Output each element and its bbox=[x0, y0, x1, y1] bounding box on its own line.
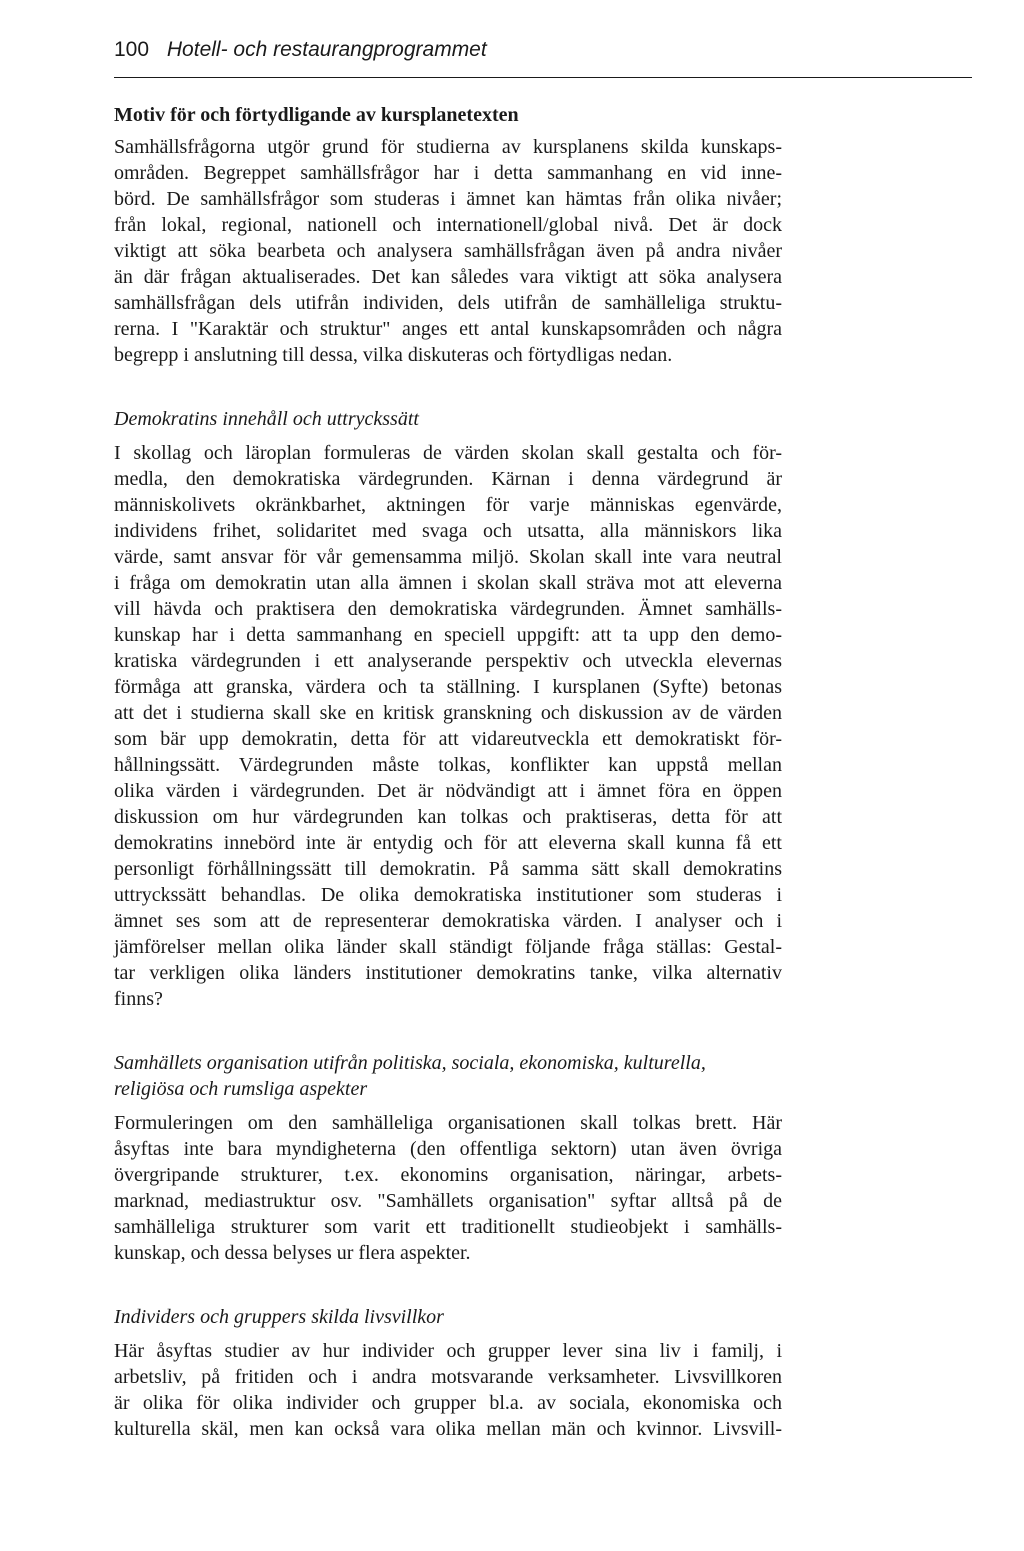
paragraph bbox=[114, 134, 782, 368]
text-line: rerna. I "Karaktär och struktur" anges ett antal kunskapsområden och några bbox=[114, 318, 782, 340]
text-line: från lokal, regional, nationell och internationell/global nivå. Det är dock bbox=[114, 214, 782, 236]
text-line: arbetsliv, på fritiden och i andra motsvarande verksamheter. Livsvillkoren bbox=[114, 1366, 782, 1388]
text-line: demokratins innebörd inte är entydig och för att eleverna skall kunna få ett bbox=[114, 832, 782, 854]
text-line: samhällsfrågan dels utifrån individen, dels utifrån de samhälleliga struktu- bbox=[114, 292, 782, 314]
text-line: att det i studierna skall ske en kritisk granskning och diskussion av de värden bbox=[114, 702, 782, 724]
text-line: kratiska värdegrunden i ett analyserande perspektiv och utveckla elevernas bbox=[114, 650, 782, 672]
text-line: människolivets okränkbarhet, aktningen för varje människas egenvärde, bbox=[114, 494, 782, 516]
text-line: områden. Begreppet samhällsfrågor har i detta sammanhang en vid inne- bbox=[114, 162, 782, 184]
text-line: medla, den demokratiska värdegrunden. Kärnan i denna värdegrund är bbox=[114, 468, 782, 490]
text-line: börd. De samhällsfrågor som studeras i ämnet kan hämtas från olika nivåer; bbox=[114, 188, 782, 210]
text-line: individens frihet, solidaritet med svaga och utsatta, alla människors lika bbox=[114, 520, 782, 542]
text-line: I skollag och läroplan formuleras de värden skolan skall gestalta och för- bbox=[114, 442, 782, 464]
text-line: ämnet ses som att de representerar demokratiska värden. I analyser och i bbox=[114, 910, 782, 932]
section-heading: Motiv för och förtydligande av kursplanetexten bbox=[114, 104, 519, 126]
header-rule bbox=[114, 77, 972, 78]
paragraph bbox=[114, 1110, 782, 1266]
document-body bbox=[114, 102, 782, 1442]
section-individers-livsvillkor bbox=[114, 1304, 782, 1442]
paragraph bbox=[114, 1338, 782, 1442]
text-line: diskussion om hur värdegrunden kan tolkas och praktiseras, detta för att bbox=[114, 806, 782, 828]
text-line: tar verkligen olika länders institutioner demokratins tanke, vilka alternativ bbox=[114, 962, 782, 984]
subsection-heading: Individers och gruppers skilda livsvillkor bbox=[114, 1306, 444, 1328]
text-line: kunskap har i detta sammanhang en speciell uppgift: att ta upp den demo- bbox=[114, 624, 782, 646]
text-line: än där frågan aktualiserades. Det kan således vara viktigt att söka analysera bbox=[114, 266, 782, 288]
subsection-heading-continued: religiösa och rumsliga aspekter bbox=[114, 1078, 368, 1100]
running-title: Hotell- och restaurangprogrammet bbox=[166, 38, 487, 61]
text-line: olika värden i värdegrunden. Det är nödvändigt att i ämnet föra en öppen bbox=[114, 780, 782, 802]
text-line: samhälleliga strukturer som varit ett traditionellt studieobjekt i samhälls- bbox=[114, 1216, 782, 1238]
text-line: jämförelser mellan olika länder skall ständigt följande fråga ställas: Gestal- bbox=[114, 936, 782, 958]
paragraph bbox=[114, 440, 782, 1012]
text-line: är olika för olika individer och grupper bl.a. av sociala, ekonomiska och bbox=[114, 1392, 782, 1414]
subsection-heading: Demokratins innehåll och uttryckssätt bbox=[114, 408, 419, 430]
text-line: kunskap, och dessa belyses ur flera aspekter. bbox=[114, 1242, 471, 1264]
section-samhallets-organisation bbox=[114, 1050, 782, 1266]
text-line: förmåga att granska, värdera och ta ställning. I kursplanen (Syfte) betonas bbox=[114, 676, 782, 698]
text-line: finns? bbox=[114, 988, 163, 1010]
text-line: uttryckssätt behandlas. De olika demokratiska institutioner som studeras i bbox=[114, 884, 782, 906]
section-motiv bbox=[114, 102, 782, 368]
text-line: övergripande strukturer, t.ex. ekonomins organisation, näringar, arbets- bbox=[114, 1164, 782, 1186]
page-number: 100 bbox=[114, 38, 150, 61]
text-line: personligt förhållningssätt till demokratin. På samma sätt skall demokratins bbox=[114, 858, 782, 880]
text-line: viktigt att söka bearbeta och analysera samhällsfrågan även på andra nivåer bbox=[114, 240, 782, 262]
text-line: hållningssätt. Värdegrunden måste tolkas, konflikter kan uppstå mellan bbox=[114, 754, 782, 776]
text-line: som bär upp demokratin, detta för att vidareutveckla ett demokratiskt för- bbox=[114, 728, 782, 750]
text-line: vill hävda och praktisera den demokratiska värdegrunden. Ämnet samhälls- bbox=[114, 598, 782, 620]
text-line: kulturella skäl, men kan också vara olika mellan män och kvinnor. Livsvill- bbox=[114, 1418, 782, 1440]
text-line: värde, samt ansvar för vår gemensamma miljö. Skolan skall inte vara neutral bbox=[114, 546, 782, 568]
text-line: begrepp i anslutning till dessa, vilka diskuteras och förtydligas nedan. bbox=[114, 344, 673, 366]
text-line: marknad, mediastruktur osv. "Samhällets organisation" syftar alltså på de bbox=[114, 1190, 782, 1212]
running-header bbox=[114, 37, 972, 63]
text-line: Här åsyftas studier av hur individer och grupper lever sina liv i familj, i bbox=[114, 1340, 782, 1362]
section-demokratins-innehall bbox=[114, 406, 782, 1012]
text-line: åsyftas inte bara myndigheterna (den offentliga sektorn) utan även övriga bbox=[114, 1138, 782, 1160]
text-line: Samhällsfrågorna utgör grund för studierna av kursplanens skilda kunskaps- bbox=[114, 136, 782, 158]
text-line: Formuleringen om den samhälleliga organisationen skall tolkas brett. Här bbox=[114, 1112, 782, 1134]
text-line: i fråga om demokratin utan alla ämnen i skolan skall sträva mot att eleverna bbox=[114, 572, 782, 594]
subsection-heading: Samhällets organisation utifrån politiska, sociala, ekonomiska, kulturella, bbox=[114, 1052, 706, 1074]
